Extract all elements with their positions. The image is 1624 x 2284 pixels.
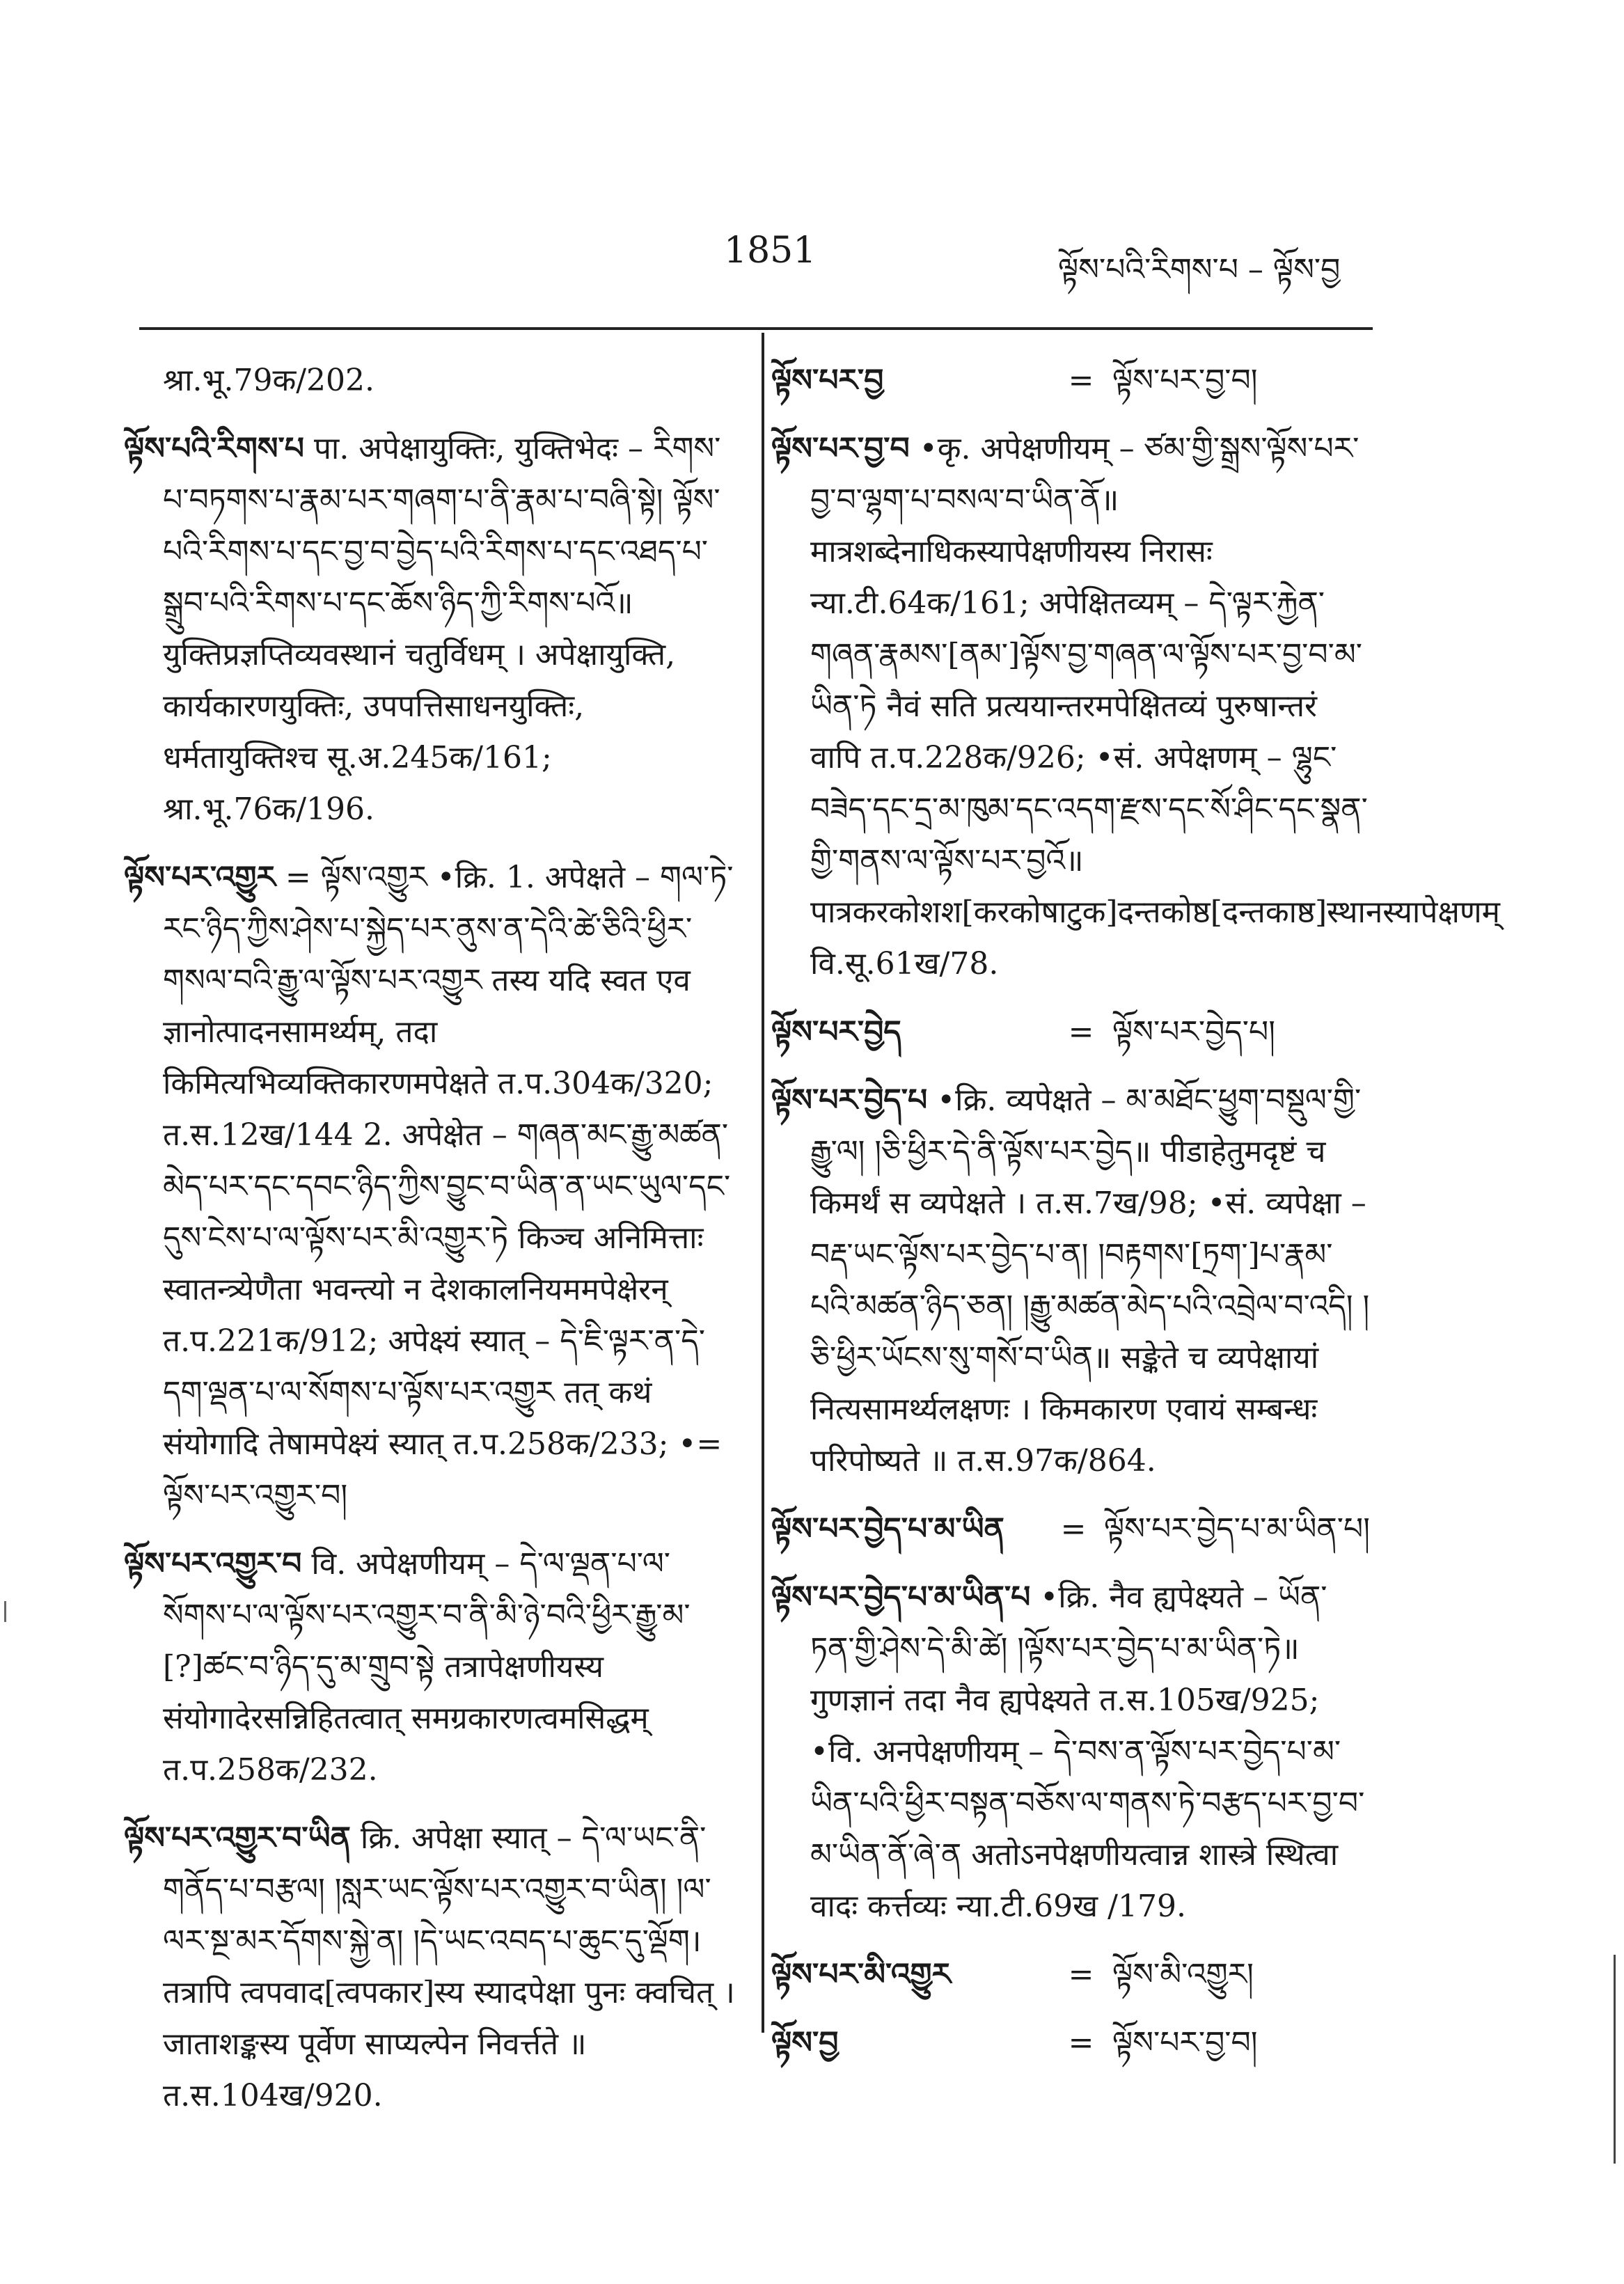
headword: ལྟོས་བྱ xyxy=(771,2025,839,2061)
column-divider xyxy=(762,333,764,2033)
cross-reference-target: ལྟོས་མི་འགྱུར། xyxy=(1112,1957,1254,1992)
entry-body: क्रि. अपेक्षा स्यात् – དེ་ལ་ཡང་ནི་གནོད་པ་བརྩལ། །སླར་ཡང་ལྟོས་པར་འགྱུར་བ་ཡིན། །ལ་ལར་སྔ་མར་དོགས་སྐྱེ་ན། །དེ་ཡང་འབད་པ་ཆུང་དུ་ལྡོག। तत्रापि त्वपवाद[त्वपकार]स्य स्यादपेक्षा पुनः क्वचित् । जाताशङ्कस्य पूर्वेण साप्यल्पेन निवर्त्तते ॥ त.स.104ख/920. xyxy=(163,1820,735,2113)
headword: ལྟོས་པར་འགྱུར་བ xyxy=(124,1546,302,1582)
headword: ལྟོས་པར་བྱེད་པ xyxy=(771,1082,928,1118)
entry-body: •क्रि. नैव ह्यपेक्ष्यते – ཡོན་ཏན་གྱི་ཤེས་དེ་མི་ཚེ། །ལྟོས་པར་བྱེད་པ་མ་ཡིན་ཏེ॥ गुणज्ञानं तदा नैव ह्यपेक्ष्यते त.स.105ख/925; •वि. अनपेक्षणीयम् – དེ་བས་ན་ལྟོས་པར་བྱེད་པ་མ་ཡིན་པའི་ཕྱིར་བསྟན་བཅོས་ལ་གནས་ཏེ་བརྩད་པར་བྱ་བ་མ་ཡིན་ནོ་ཞེ་ན अतोऽनपेक्षणीयत्वान्न शास्त्रे स्थित्वा वादः कर्त्तव्यः न्या.टी.69ख /179. xyxy=(810,1580,1365,1924)
dictionary-entry xyxy=(124,1813,736,2122)
headword: ལྟོས་པར་མི་འགྱུར xyxy=(771,1957,952,1992)
dictionary-entry xyxy=(771,1075,1370,1487)
cross-reference xyxy=(771,1504,1370,1555)
left-column xyxy=(124,355,736,2139)
equals-sign: = xyxy=(1060,1511,1087,1547)
header-rule xyxy=(139,327,1373,330)
entry-body: = ལྟོས་འགྱུར •क्रि. 1. अपेक्षते – གལ་ཏེ་རང་ཉིད་ཀྱིས་ཤེས་པ་སྐྱེད་པར་ནུས་ན་དེའི་ཚེ་ཅིའི་ཕྱིར་གསལ་བའི་རྒྱུ་ལ་ལྟོས་པར་འགྱུར तस्य यदि स्वत एव ज्ञानोत्पादनसामर्थ्यम्, तदा किमित्यभिव्यक्तिकारणमपेक्षते त.प.304क/320; त.स.12ख/144 2. अपेक्षेत – གཞན་མང་རྒྱུ་མཚན་མེད་པར་དང་དབང་ཉིད་ཀྱིས་བྱུང་བ་ཡིན་ན་ཡང་ཡུལ་དང་དུས་ངེས་པ་ལ་ལྟོས་པར་མི་འགྱུར་ཏེ किञ्च अनिमित्ताः स्वातन्त्र्येणैता भवन्त्यो न देशकालनियममपेक्षेरन् त.प.221क/912; अपेक्ष्यं स्यात् – དེ་ཇི་ལྟར་ན་དེ་དག་ལྡན་པ་ལ་སོགས་པ་ལྟོས་པར་འགྱུར तत् कथं संयोगादि तेषामपेक्ष्यं स्यात् त.प.258क/233; •= ལྟོས་པར་འགྱུར་བ། xyxy=(163,860,734,1513)
headword: ལྟོས་པར་བྱེད་པ་མ་ཡིན་པ xyxy=(771,1580,1031,1615)
cross-reference xyxy=(771,2017,1370,2069)
dictionary-entry xyxy=(124,852,736,1522)
equals-sign: = xyxy=(1068,2025,1094,2061)
edge-mark xyxy=(4,1601,6,1622)
headword: ལྟོས་པར་བྱ་བ xyxy=(771,431,910,466)
cross-reference-target: ལྟོས་པར་བྱ་བ། xyxy=(1112,2025,1258,2061)
cross-reference-target: ལྟོས་པར་བྱེད་པ་མ་ཡིན་པ། xyxy=(1103,1511,1370,1547)
entry-body: पा. अपेक्षायुक्तिः, युक्तिभेदः – རིགས་པ་བཏགས་པ་རྣམ་པར་གཞག་པ་ནི་རྣམ་པ་བཞི་སྟེ། ལྟོས་པའི་རིགས་པ་དང་བྱ་བ་བྱེད་པའི་རིགས་པ་དང་འཐད་པ་སྒྲུབ་པའི་རིགས་པ་དང་ཆོས་ཉིད་ཀྱི་རིགས་པའོ॥ युक्तिप्रज्ञप्तिव्यवस्थानं चतुर्विधम् । अपेक्षायुक्ति, कार्यकारणयुक्तिः, उपपत्तिसाधनयुक्तिः, धर्मतायुक्तिश्च सू.अ.245क/161; श्रा.भू.76क/196. xyxy=(163,431,721,827)
dictionary-entry xyxy=(771,1572,1370,1932)
cross-reference xyxy=(771,1949,1370,2001)
cross-reference-target: ལྟོས་པར་བྱ་བ། xyxy=(1112,363,1258,398)
entry-body: •कृ. अपेक्षणीयम् – ཙམ་གྱི་སྒྲས་ལྟོས་པར་བྱ་བ་ལྷག་པ་བསལ་བ་ཡིན་ནོ॥ मात्रशब्देनाधिकस्यापेक्षणीयस्य निरासः न्या.टी.64क/161; अपेक्षितव्यम् – དེ་ལྟར་རྐྱེན་གཞན་རྣམས་[ནམ་]ལྟོས་བྱ་གཞན་ལ་ལྟོས་པར་བྱ་བ་མ་ཡིན་ཏེ नैवं सति प्रत्ययान्तरमपेक्षितव्यं पुरुषान्तरं वापि त.प.228क/926; •सं. अपेक्षणम् – ལྷུང་བཟེད་དང་དྲ་མ་ཁུམ་དང་འདག་རྫས་དང་སོ་ཤིང་དང་སྣན་གྱི་གནས་ལ་ལྟོས་པར་བྱའོ॥ पात्रकरकोशश[करकोषाटुक]दन्तकोष्ठ[दन्तकाष्ठ]स्थानस्यापेक्षणम् वि.सू.61ख/78. xyxy=(810,431,1500,982)
cross-reference xyxy=(771,355,1370,407)
equals-sign: = xyxy=(1068,1014,1094,1050)
headword: ལྟོས་པར་འགྱུར xyxy=(124,860,276,895)
headword: ལྟོས་པའི་རིགས་པ xyxy=(124,431,304,466)
entry-continuation xyxy=(124,355,736,407)
headword: ལྟོས་པར་བྱ xyxy=(771,363,884,398)
headword: ལྟོས་པར་འགྱུར་བ་ཡིན xyxy=(124,1820,351,1856)
right-column xyxy=(771,355,1500,2086)
page-number: 1851 xyxy=(724,230,817,271)
equals-sign: = xyxy=(1068,363,1094,398)
cross-reference-target: ལྟོས་པར་བྱེད་པ། xyxy=(1112,1014,1275,1050)
running-head: ལྟོས་པའི་རིགས་པ – ལྟོས་བྱ xyxy=(1058,252,1341,288)
entry-body: •क्रि. व्यपेक्षते – མ་མཐོང་ཕྱུག་བསྡུལ་གྱི་རྒྱུ་ལ། །ཅི་ཕྱིར་དེ་ནི་ལྟོས་པར་བྱེད॥ पीडाहेतुमदृष्टं च किमर्थं स व्यपेक्षते । त.स.7ख/98; •सं. व्यपेक्षा – བརྡ་ཡང་ལྟོས་པར་བྱེད་པ་ན། །བརྟགས་[ཏྲག་]པ་རྣམ་པའི་མཚན་ཉིད་ཅན། །རྒྱུ་མཚན་མེད་པའི་འབྲེལ་བ་འདི། །ཅི་ཕྱིར་ཡོངས་སུ་གསོ་བ་ཡིན॥ सङ्केते च व्यपेक्षायां नित्यसामर्थ्यलक्षणः । किमकारण एवायं सम्बन्धः परिपोष्यते ॥ त.स.97क/864. xyxy=(810,1082,1370,1479)
entry-body: वि. अपेक्षणीयम् – དེ་ལ་ལྡན་པ་ལ་སོགས་པ་ལ་ལྟོས་པར་འགྱུར་བ་ནི་མི་ཉེ་བའི་ཕྱིར་རྒྱུ་མ་[?]ཚང་བ་ཉིད་དུ་མ་གྲུབ་སྟེ तत्रापेक्षणीयस्य संयोगादेरसन्निहितत्वात् समग्रकारणत्वमसिद्धम् त.प.258क/232. xyxy=(163,1546,691,1788)
dictionary-entry xyxy=(771,423,1500,990)
dictionary-entry xyxy=(124,423,736,835)
headword: ལྟོས་པར་བྱེད་པ་མ་ཡིན xyxy=(771,1511,1004,1547)
headword: ལྟོས་པར་བྱེད xyxy=(771,1014,901,1050)
edge-rule xyxy=(1614,1955,1616,2164)
equals-sign: = xyxy=(1068,1957,1094,1992)
cross-reference xyxy=(771,1007,1370,1058)
entry-body: श्रा.भू.79क/202. xyxy=(163,363,375,398)
dictionary-entry xyxy=(124,1538,736,1796)
